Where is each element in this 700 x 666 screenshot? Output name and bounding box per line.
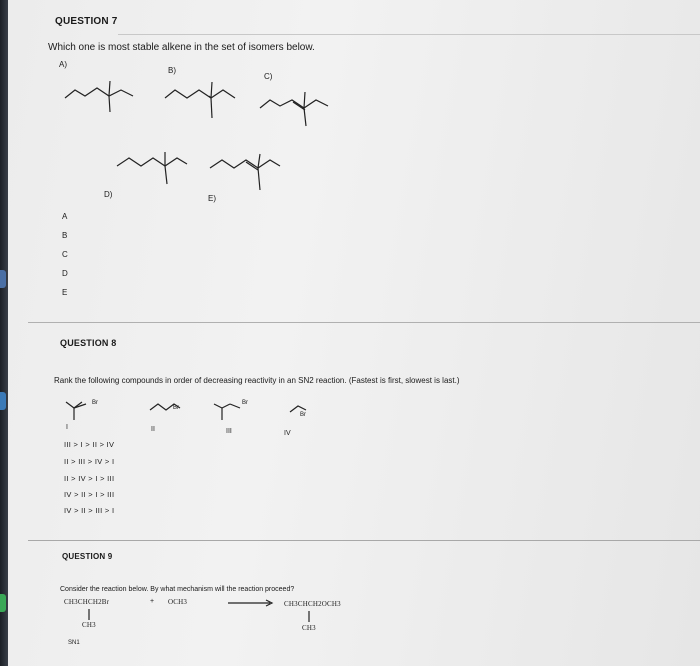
question-7-heading: QUESTION 7 bbox=[55, 16, 118, 27]
q8-option-1[interactable]: III > I > II > IV bbox=[64, 440, 115, 449]
question-7-prompt: Which one is most stable alkene in the set of isomers below. bbox=[48, 42, 315, 53]
structure-label-d: D) bbox=[104, 190, 113, 199]
compound-i-numeral: I bbox=[66, 424, 68, 431]
structure-label-c: C) bbox=[264, 72, 273, 81]
compound-iv-br-label: Br bbox=[300, 412, 306, 418]
compound-i bbox=[64, 396, 104, 426]
product-branch-bond bbox=[306, 610, 312, 624]
question-8-prompt: Rank the following compounds in order of decreasing reactivity in an SN2 reaction. (Fastest is first, slowest is last.) bbox=[54, 376, 460, 385]
question-9-prompt: Consider the reaction below. By what mechanism will the reaction proceed? bbox=[60, 586, 295, 593]
compound-ii-br-label: Br bbox=[173, 405, 179, 411]
q7-choice-b[interactable]: B bbox=[62, 231, 68, 240]
compound-ii-numeral: II bbox=[151, 426, 155, 433]
side-tab-marker bbox=[0, 594, 6, 612]
q7-choice-a[interactable]: A bbox=[62, 212, 68, 221]
q8-option-2[interactable]: II > III > IV > I bbox=[64, 457, 115, 466]
q8-option-3[interactable]: II > IV > I > III bbox=[64, 474, 115, 483]
reactant-formula: CH3CHCH2Br bbox=[64, 598, 110, 606]
reagent-formula: OCH3 bbox=[168, 598, 188, 606]
question-divider bbox=[28, 540, 700, 541]
question-7-top-rule bbox=[118, 34, 700, 35]
question-8-heading: QUESTION 8 bbox=[60, 338, 117, 348]
structure-label-a: A) bbox=[59, 60, 67, 69]
reactant-branch-bond bbox=[86, 608, 92, 622]
alkene-structure-d bbox=[115, 150, 200, 195]
q7-choice-d[interactable]: D bbox=[62, 269, 68, 278]
q8-option-5[interactable]: IV > II > III > I bbox=[64, 506, 115, 515]
question-9-heading: QUESTION 9 bbox=[62, 552, 113, 561]
q7-choice-c[interactable]: C bbox=[62, 250, 68, 259]
structure-label-e: E) bbox=[208, 194, 216, 203]
product-formula: CH3CHCH2OCH3 bbox=[284, 600, 341, 608]
alkene-structure-b bbox=[163, 80, 248, 125]
product-methyl: CH3 bbox=[302, 624, 316, 632]
background-window-edge bbox=[0, 0, 8, 666]
reactant-methyl: CH3 bbox=[82, 621, 96, 629]
compound-iii-numeral: III bbox=[226, 428, 232, 435]
q8-option-4[interactable]: IV > II > I > III bbox=[64, 490, 115, 499]
question-divider bbox=[28, 322, 700, 323]
compound-i-br-label: Br bbox=[92, 400, 98, 406]
quiz-page bbox=[8, 0, 700, 666]
structure-label-b: B) bbox=[168, 66, 176, 75]
compound-ii bbox=[148, 398, 188, 418]
side-tab-marker bbox=[0, 392, 6, 410]
alkene-structure-c bbox=[258, 88, 343, 133]
q9-option-1[interactable]: SN1 bbox=[68, 640, 80, 646]
alkene-structure-a bbox=[63, 78, 143, 118]
side-tab-marker bbox=[0, 270, 6, 288]
compound-iii-br-label: Br bbox=[242, 400, 248, 406]
alkene-structure-e bbox=[208, 152, 293, 197]
plus-sign: + bbox=[150, 598, 155, 605]
q7-choice-e[interactable]: E bbox=[62, 288, 68, 297]
reaction-arrow-icon bbox=[226, 598, 276, 608]
compound-iv-numeral: IV bbox=[284, 430, 291, 437]
